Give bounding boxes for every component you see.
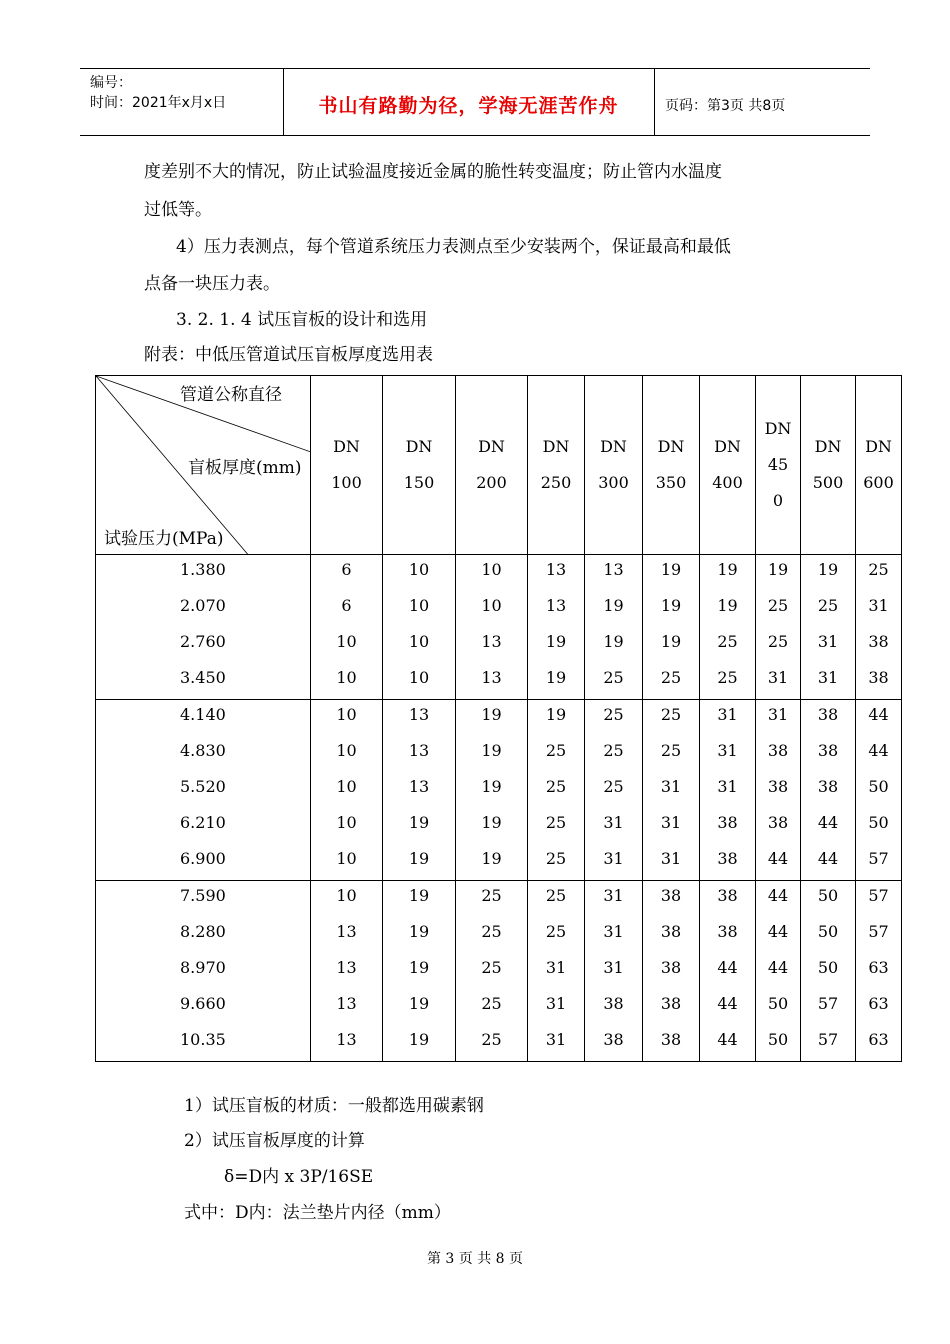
thickness-cell: 10 — [311, 700, 383, 737]
thickness-cell: 19 — [456, 700, 528, 737]
table-row — [96, 917, 902, 953]
pressure-cell: 2.760 — [96, 627, 311, 663]
column-header-text: 500 — [812, 473, 844, 492]
thickness-cell: 38 — [643, 989, 700, 1025]
column-header-dn — [756, 376, 801, 555]
paragraph-line: 过低等。 — [144, 200, 212, 220]
thickness-cell: 57 — [801, 1025, 856, 1062]
thickness-cell: 44 — [756, 844, 801, 881]
thickness-cell: 50 — [756, 989, 801, 1025]
thickness-cell: 10 — [311, 663, 383, 700]
thickness-cell: 13 — [383, 700, 456, 737]
pressure-cell: 9.660 — [96, 989, 311, 1025]
thickness-cell: 38 — [700, 917, 756, 953]
thickness-cell: 31 — [585, 808, 643, 844]
thickness-cell: 50 — [756, 1025, 801, 1062]
pressure-cell: 4.140 — [96, 700, 311, 737]
thickness-cell: 25 — [643, 736, 700, 772]
thickness-cell: 44 — [801, 844, 856, 881]
corner-label-thickness: 盲板厚度(mm) — [188, 458, 302, 478]
section-heading: 3. 2. 1. 4 试压盲板的设计和选用 — [176, 310, 428, 330]
column-header-dn — [311, 376, 383, 555]
column-header-text: 400 — [712, 473, 743, 492]
thickness-cell: 19 — [801, 555, 856, 592]
thickness-cell: 57 — [801, 989, 856, 1025]
thickness-cell: 19 — [756, 555, 801, 592]
document-number: 编号： — [90, 75, 132, 91]
thickness-cell: 44 — [756, 917, 801, 953]
table-row — [96, 989, 902, 1025]
thickness-cell: 38 — [801, 736, 856, 772]
thickness-cell: 19 — [700, 591, 756, 627]
pressure-cell: 4.830 — [96, 736, 311, 772]
thickness-cell: 31 — [643, 844, 700, 881]
thickness-cell: 38 — [756, 736, 801, 772]
column-header-dn — [383, 376, 456, 555]
column-header-text: DN — [814, 437, 842, 456]
thickness-cell: 63 — [856, 1025, 902, 1062]
thickness-cell: 19 — [585, 627, 643, 663]
table-row — [96, 1025, 902, 1062]
thickness-cell: 25 — [456, 953, 528, 989]
pressure-cell: 6.210 — [96, 808, 311, 844]
pressure-cell: 6.900 — [96, 844, 311, 881]
thickness-cell: 31 — [801, 627, 856, 663]
thickness-cell: 25 — [756, 627, 801, 663]
table-row — [96, 808, 902, 844]
column-header-dn — [801, 376, 856, 555]
column-header-text: 250 — [540, 473, 572, 492]
thickness-cell: 38 — [700, 844, 756, 881]
thickness-cell: 19 — [456, 808, 528, 844]
thickness-cell: 38 — [643, 1025, 700, 1062]
thickness-cell: 25 — [756, 591, 801, 627]
table-row — [96, 700, 902, 737]
thickness-cell: 19 — [383, 989, 456, 1025]
pressure-cell: 5.520 — [96, 772, 311, 808]
paragraph-line: 2）试压盲板厚度的计算 — [184, 1131, 365, 1151]
column-header-text: 45 — [767, 455, 789, 474]
blind-thickness-table — [95, 375, 902, 1062]
thickness-cell: 10 — [383, 627, 456, 663]
thickness-cell: 25 — [528, 844, 585, 881]
thickness-cell: 38 — [856, 627, 902, 663]
column-header-text: 200 — [476, 473, 507, 492]
thickness-cell: 13 — [311, 917, 383, 953]
thickness-cell: 13 — [528, 591, 585, 627]
thickness-cell: 13 — [528, 555, 585, 592]
thickness-cell: 6 — [311, 555, 383, 592]
thickness-cell: 13 — [311, 1025, 383, 1062]
thickness-cell: 50 — [801, 881, 856, 918]
thickness-cell: 63 — [856, 989, 902, 1025]
thickness-cell: 44 — [756, 953, 801, 989]
column-header-text: DN — [657, 437, 685, 456]
column-header-text: DN — [865, 437, 892, 456]
thickness-cell: 44 — [700, 989, 756, 1025]
column-header-dn — [456, 376, 528, 555]
table-row — [96, 953, 902, 989]
column-header-text: DN — [405, 437, 433, 456]
thickness-cell: 25 — [643, 663, 700, 700]
paragraph-line: 点备一块压力表。 — [144, 274, 280, 294]
thickness-cell: 31 — [700, 772, 756, 808]
thickness-cell: 31 — [585, 844, 643, 881]
thickness-cell: 19 — [643, 591, 700, 627]
thickness-cell: 19 — [528, 627, 585, 663]
thickness-cell: 57 — [856, 881, 902, 918]
column-header-text: DN — [478, 437, 505, 456]
paragraph-line: 式中：D内：法兰垫片内径（mm） — [184, 1203, 451, 1223]
paragraph-line: 4）压力表测点，每个管道系统压力表测点至少安装两个，保证最高和最低 — [176, 237, 731, 257]
header-page-info: 页码：第3页 共8页 — [665, 98, 786, 114]
thickness-cell: 31 — [528, 1025, 585, 1062]
column-header-text: 100 — [331, 473, 362, 492]
thickness-cell: 31 — [700, 736, 756, 772]
thickness-cell: 38 — [801, 700, 856, 737]
thickness-cell: 38 — [643, 881, 700, 918]
paragraph-line: 度差别不大的情况，防止试验温度接近金属的脆性转变温度；防止管内水温度 — [144, 162, 722, 182]
column-header-text: DN — [600, 437, 627, 456]
thickness-cell: 44 — [700, 1025, 756, 1062]
pressure-cell: 10.35 — [96, 1025, 311, 1062]
thickness-cell: 19 — [456, 736, 528, 772]
column-header-text: 600 — [863, 473, 894, 492]
table-caption: 附表：中低压管道试压盲板厚度选用表 — [144, 345, 433, 365]
thickness-cell: 63 — [856, 953, 902, 989]
formula: δ=D内 x 3P/16SE — [224, 1167, 374, 1187]
column-header-dn — [856, 376, 902, 555]
column-header-dn — [528, 376, 585, 555]
thickness-cell: 13 — [383, 736, 456, 772]
thickness-cell: 38 — [585, 989, 643, 1025]
thickness-cell: 10 — [311, 844, 383, 881]
table-row — [96, 555, 902, 592]
thickness-cell: 25 — [643, 700, 700, 737]
column-header-text: 0 — [772, 491, 784, 510]
thickness-cell: 19 — [383, 953, 456, 989]
thickness-cell: 10 — [311, 808, 383, 844]
thickness-cell: 19 — [383, 808, 456, 844]
thickness-cell: 38 — [801, 772, 856, 808]
header-meta — [90, 73, 226, 113]
thickness-cell: 10 — [311, 881, 383, 918]
thickness-cell: 10 — [383, 555, 456, 592]
header-divider — [654, 69, 655, 135]
thickness-cell: 10 — [383, 663, 456, 700]
thickness-cell: 6 — [311, 591, 383, 627]
thickness-cell: 31 — [585, 917, 643, 953]
thickness-cell: 38 — [756, 808, 801, 844]
thickness-cell: 31 — [643, 772, 700, 808]
thickness-cell: 57 — [856, 917, 902, 953]
column-header-dn — [700, 376, 756, 555]
column-header-text: 350 — [655, 473, 687, 492]
column-header-text: DN — [333, 437, 360, 456]
thickness-cell: 25 — [585, 663, 643, 700]
pressure-cell: 7.590 — [96, 881, 311, 918]
thickness-cell: 31 — [700, 700, 756, 737]
thickness-cell: 13 — [383, 772, 456, 808]
thickness-cell: 25 — [585, 772, 643, 808]
thickness-cell: 50 — [856, 772, 902, 808]
thickness-cell: 44 — [856, 736, 902, 772]
thickness-cell: 31 — [643, 808, 700, 844]
header-motto: 书山有路勤为径，学海无涯苦作舟 — [318, 95, 619, 117]
thickness-cell: 10 — [456, 555, 528, 592]
thickness-cell: 25 — [456, 881, 528, 918]
column-header-text: DN — [764, 419, 792, 438]
thickness-cell: 19 — [700, 555, 756, 592]
table-header-row — [96, 376, 902, 555]
table-row — [96, 627, 902, 663]
thickness-cell: 19 — [383, 917, 456, 953]
thickness-cell: 25 — [528, 736, 585, 772]
thickness-cell: 50 — [801, 917, 856, 953]
thickness-cell: 25 — [700, 627, 756, 663]
thickness-cell: 10 — [383, 591, 456, 627]
thickness-cell: 25 — [528, 808, 585, 844]
thickness-cell: 13 — [311, 989, 383, 1025]
thickness-cell: 44 — [801, 808, 856, 844]
column-header-text: 150 — [403, 473, 435, 492]
thickness-cell: 25 — [528, 881, 585, 918]
page-header — [80, 68, 870, 136]
thickness-cell: 19 — [528, 663, 585, 700]
thickness-cell: 38 — [756, 772, 801, 808]
thickness-cell: 31 — [528, 989, 585, 1025]
thickness-cell: 19 — [383, 1025, 456, 1062]
thickness-cell: 38 — [643, 953, 700, 989]
page-footer: 第 3 页 共 8 页 — [426, 1251, 524, 1267]
thickness-cell: 13 — [585, 555, 643, 592]
thickness-cell: 31 — [585, 953, 643, 989]
thickness-cell: 31 — [528, 953, 585, 989]
thickness-cell: 38 — [700, 881, 756, 918]
pressure-cell: 2.070 — [96, 591, 311, 627]
thickness-cell: 31 — [756, 700, 801, 737]
thickness-cell: 25 — [456, 989, 528, 1025]
thickness-cell: 25 — [456, 917, 528, 953]
thickness-cell: 25 — [801, 591, 856, 627]
table-row — [96, 663, 902, 700]
thickness-cell: 38 — [643, 917, 700, 953]
thickness-cell: 57 — [856, 844, 902, 881]
paragraph-line: 1）试压盲板的材质：一般都选用碳素钢 — [184, 1096, 484, 1116]
thickness-cell: 10 — [311, 736, 383, 772]
corner-header-cell — [96, 376, 311, 555]
thickness-cell: 31 — [856, 591, 902, 627]
thickness-cell: 38 — [700, 808, 756, 844]
column-header-dn — [643, 376, 700, 555]
thickness-cell: 10 — [311, 772, 383, 808]
thickness-cell: 13 — [311, 953, 383, 989]
thickness-cell: 31 — [801, 663, 856, 700]
thickness-cell: 19 — [383, 881, 456, 918]
pressure-cell: 8.970 — [96, 953, 311, 989]
thickness-cell: 50 — [801, 953, 856, 989]
table-row — [96, 736, 902, 772]
table-row — [96, 844, 902, 881]
thickness-cell: 19 — [383, 844, 456, 881]
thickness-cell: 25 — [528, 772, 585, 808]
thickness-cell: 25 — [856, 555, 902, 592]
thickness-cell: 10 — [456, 591, 528, 627]
column-header-text: DN — [714, 437, 741, 456]
table-row — [96, 591, 902, 627]
pressure-cell: 3.450 — [96, 663, 311, 700]
pressure-cell: 1.380 — [96, 555, 311, 592]
corner-label-diameter: 管道公称直径 — [180, 385, 282, 405]
thickness-cell: 19 — [643, 627, 700, 663]
document-date: 时间：2021年x月x日 — [90, 95, 227, 111]
thickness-cell: 44 — [856, 700, 902, 737]
column-header-text: 300 — [598, 473, 629, 492]
thickness-cell: 31 — [756, 663, 801, 700]
pressure-cell: 8.280 — [96, 917, 311, 953]
thickness-cell: 31 — [585, 881, 643, 918]
thickness-cell: 13 — [456, 627, 528, 663]
thickness-cell: 44 — [756, 881, 801, 918]
thickness-cell: 38 — [856, 663, 902, 700]
thickness-cell: 13 — [456, 663, 528, 700]
table-row — [96, 881, 902, 918]
thickness-cell: 25 — [528, 917, 585, 953]
thickness-cell: 19 — [585, 591, 643, 627]
thickness-cell: 25 — [585, 736, 643, 772]
thickness-cell: 25 — [456, 1025, 528, 1062]
corner-label-pressure: 试验压力(MPa) — [104, 529, 224, 549]
thickness-cell: 38 — [585, 1025, 643, 1062]
thickness-cell: 44 — [700, 953, 756, 989]
thickness-cell: 19 — [456, 844, 528, 881]
thickness-cell: 19 — [528, 700, 585, 737]
table-row — [96, 772, 902, 808]
thickness-cell: 50 — [856, 808, 902, 844]
thickness-cell: 25 — [585, 700, 643, 737]
thickness-cell: 10 — [311, 627, 383, 663]
thickness-cell: 19 — [643, 555, 700, 592]
column-header-dn — [585, 376, 643, 555]
thickness-cell: 19 — [456, 772, 528, 808]
column-header-text: DN — [542, 437, 570, 456]
thickness-cell: 25 — [700, 663, 756, 700]
